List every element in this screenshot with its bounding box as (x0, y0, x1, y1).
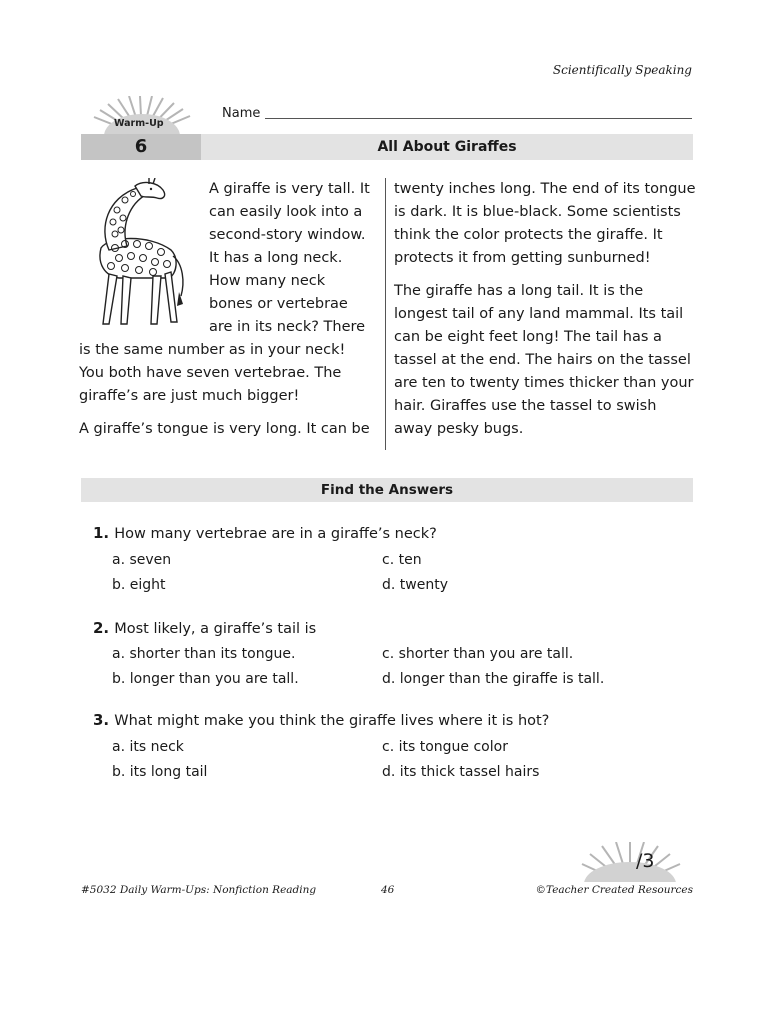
warmup-label: Warm-Up (114, 118, 164, 129)
option-c[interactable]: c. shorter than you are tall. (382, 646, 574, 662)
footer-publisher: ©Teacher Created Resources (535, 884, 693, 896)
option-c[interactable]: c. ten (382, 552, 422, 568)
score-total: /3 (636, 850, 655, 872)
question-1 (93, 523, 437, 542)
score-sunburst-badge (560, 842, 694, 882)
page-title: All About Giraffes (377, 139, 517, 155)
footer-book-title: #5032 Daily Warm-Ups: Nonfiction Reading (81, 884, 317, 896)
column-divider (385, 178, 386, 450)
option-a[interactable]: a. its neck (112, 739, 184, 755)
question-number: 2. (93, 619, 110, 637)
question-text: Most likely, a giraffe’s tail is (114, 621, 317, 637)
question-number: 1. (93, 524, 110, 542)
option-d[interactable]: d. its thick tassel hairs (382, 764, 540, 780)
footer-page-number: 46 (381, 884, 395, 896)
answers-heading: Find the Answers (320, 482, 454, 498)
passage-paragraph: A giraffe is very tall. It can easily look into a second-story window. It has a long neck. How many neck bones or vertebrae are in its neck? There is the same number as in your neck! You both have seven vertebrae. The giraffe’s are just much bigger! (79, 181, 370, 404)
passage-paragraph: twenty inches long. The end of its tongue is dark. It is blue-black. Some scientists think the color protects the giraffe. It protects it from getting sunburned! (394, 181, 696, 266)
option-d[interactable]: d. twenty (382, 577, 448, 593)
giraffe-illustration (79, 178, 203, 330)
passage-right-column (394, 178, 696, 451)
option-a[interactable]: a. seven (112, 552, 172, 568)
question-text: What might make you think the giraffe lives where it is hot? (114, 713, 550, 729)
passage-paragraph: The giraffe has a long tail. It is the longest tail of any land mammal. Its tail can be eight feet long! The tail has a tassel at the end. The hairs on the tassel are ten to twenty times thicker than your hair. Giraffes use the tassel to swish away pesky bugs. (394, 283, 694, 437)
passage-paragraph: A giraffe’s tongue is very long. It can be (79, 421, 370, 437)
option-b[interactable]: b. eight (112, 577, 166, 593)
warmup-number: 6 (134, 136, 148, 157)
name-label: Name (222, 106, 261, 121)
question-3 (93, 710, 549, 729)
name-field-line[interactable] (265, 118, 692, 119)
question-number: 3. (93, 711, 110, 729)
option-c[interactable]: c. its tongue color (382, 739, 508, 755)
option-d[interactable]: d. longer than the giraffe is tall. (382, 671, 605, 687)
series-title: Scientifically Speaking (552, 63, 692, 77)
question-text: How many vertebrae are in a giraffe’s neck? (114, 526, 437, 542)
option-b[interactable]: b. longer than you are tall. (112, 671, 299, 687)
passage-left-column (79, 178, 371, 451)
question-2 (93, 618, 316, 637)
option-a[interactable]: a. shorter than its tongue. (112, 646, 296, 662)
option-b[interactable]: b. its long tail (112, 764, 208, 780)
